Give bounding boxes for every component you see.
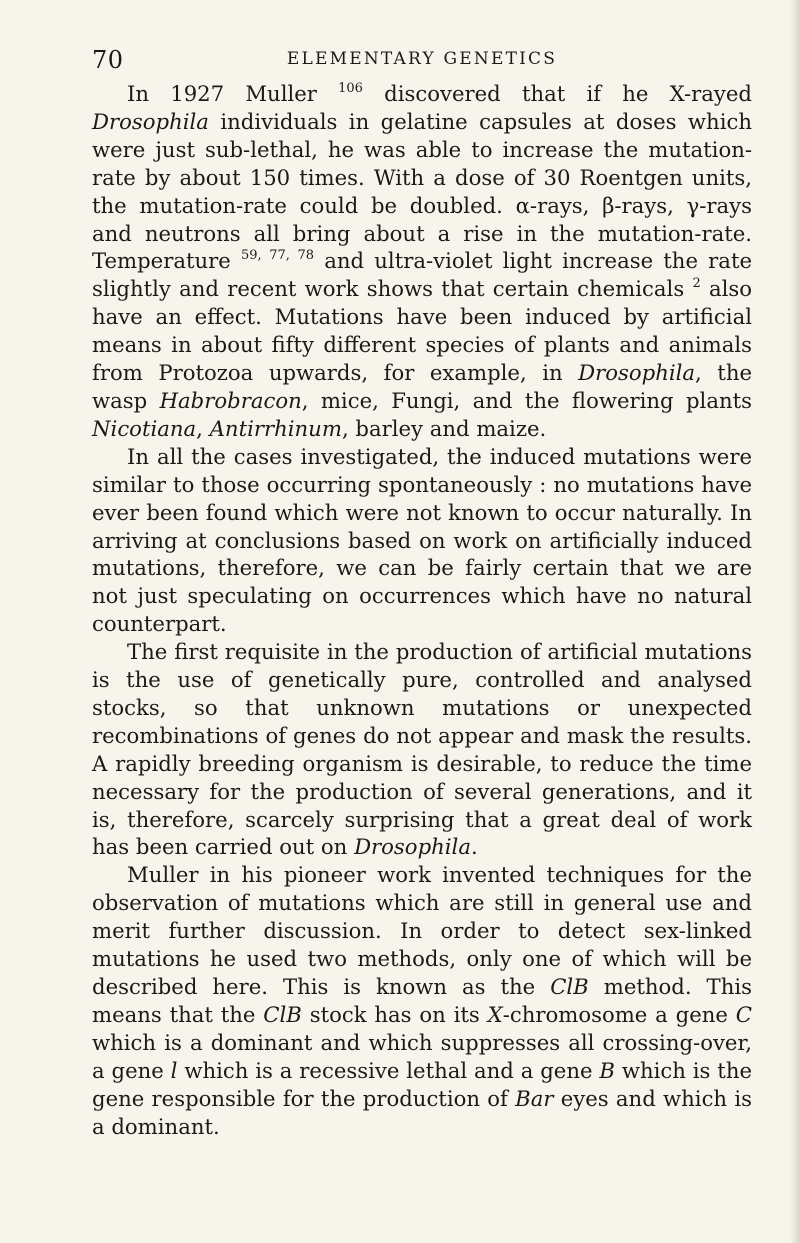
page-header (92, 46, 752, 76)
page-edge-shadow (790, 0, 800, 1243)
species-name: Drosophila (354, 834, 471, 860)
species-name: Drosophila (578, 360, 696, 386)
reference-marker: 59, 77, 78 (241, 248, 315, 264)
method-name: ClB (550, 974, 589, 999)
method-name: ClB (263, 1001, 302, 1027)
body-text (92, 80, 752, 1140)
gene-symbol: l (170, 1057, 178, 1083)
species-name: Habrobracon (159, 387, 302, 413)
running-head: ELEMENTARY GENETICS (286, 49, 558, 69)
gene-name: Bar (515, 1085, 554, 1111)
page-number: 70 (92, 46, 124, 74)
chromosome-name: X (487, 1001, 503, 1027)
paragraph-2: In all the cases investigated, the induced mutations were similar to those occurring spontaneously : no mutations have ever been found which were not known to occur naturally. In arriving at conclusions based on work on artificially induced mutations, therefore, we can be fairly certain that we are not just speculating on occurrences which have no natural counterpart. (92, 443, 752, 637)
paragraph-3: The first requisite in the production of artificial mutations is the use of genetically pure, controlled and analysed stocks, so that unknown mutations or unexpected recombinations of genes do not appear and mask the results. A rapidly breeding organism is desirable, to reduce the time necessary for the production of several generations, and it is, therefore, scarcely surprising that a great deal of work has been carried out on Drosophila. (92, 639, 752, 860)
gene-symbol: B (599, 1057, 615, 1083)
species-name: Drosophila (92, 108, 209, 134)
species-name: Antirrhinum (209, 415, 342, 441)
gene-symbol: C (735, 1001, 752, 1027)
species-name: Nicotiana (92, 415, 197, 441)
paragraph-1: In 1927 Muller $^{106}$ discovered that if he X-rayed Drosophila individuals in gelatine capsules at doses which were just sub-lethal, he was able to increase the mutation-rate by about 150 times. With a dose of 30 Roentgen units, the mutation-rate could be doubled. α-rays, β-rays, γ-rays and neutrons all bring about a rise in the mutation-rate. Temperature $^{59, 77, 78}$ and ultra-violet light increase the rate slightly and recent work shows that certain chemicals $^2$ also have an effect. Mutations have been induced by artificial means in about fifty different species of plants and animals from Protozoa upwards, for example, in Drosophila, the wasp Habrobracon, mice, Fungi, and the flowering plants Nicotiana, Antirrhinum, barley and maize. (92, 81, 752, 441)
paragraph-4: Muller in his pioneer work invented techniques for the observation of mutations which are still in general use and merit further discussion. In order to detect sex-linked mutations he used two methods, only one of which will be described here. This is known as the ClB method. This means that the ClB stock has on its X-chromosome a gene C which is a dominant and which suppresses all crossing-over, a gene l which is a recessive lethal and a gene B which is the gene responsible for the production of Bar eyes and which is a dominant. (92, 862, 752, 1139)
reference-marker: 2 (692, 276, 701, 292)
reference-marker: 106 (338, 81, 363, 96)
